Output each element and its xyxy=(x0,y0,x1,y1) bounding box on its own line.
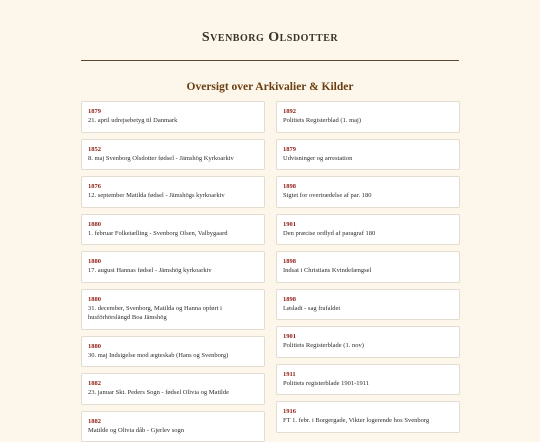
record-year: 1898 xyxy=(283,257,453,266)
record-description: Indsat i Christians Kvindefængsel xyxy=(283,266,453,276)
record-description: 1. februar Folketælling - Svenborg Olsen, Valbygaard xyxy=(88,229,258,239)
record-description: Løsladt - sag frafaldet xyxy=(283,304,453,314)
record-year: 1880 xyxy=(88,220,258,229)
record-card[interactable] xyxy=(81,251,265,283)
record-year: 1916 xyxy=(283,407,453,416)
record-description: Den præcise ordlyd af paragraf 180 xyxy=(283,229,453,239)
record-card[interactable] xyxy=(81,139,265,171)
record-card[interactable] xyxy=(81,289,265,330)
record-card[interactable] xyxy=(276,251,460,283)
record-description: 17. august Hannas fødsel - Jämshög kyrkoarkiv xyxy=(88,266,258,276)
record-description: Sigtet for overtrædelse af par. 180 xyxy=(283,191,453,201)
record-card[interactable] xyxy=(276,139,460,171)
record-year: 1901 xyxy=(283,220,453,229)
record-year: 1879 xyxy=(88,107,258,116)
record-description: Politiets Registerblade (1. nov) xyxy=(283,341,453,351)
record-year: 1911 xyxy=(283,370,453,379)
site-title: Svenborg Olsdotter xyxy=(0,0,540,46)
record-year: 1880 xyxy=(88,342,258,351)
record-year: 1880 xyxy=(88,295,258,304)
record-description: FT 1. febr. i Borgergade, Vikter logerende hos Svenborg xyxy=(283,416,453,426)
record-card[interactable] xyxy=(81,176,265,208)
record-year: 1879 xyxy=(283,145,453,154)
record-year: 1882 xyxy=(88,379,258,388)
record-description: Politiets Registerblad (1. maj) xyxy=(283,116,453,126)
record-description: Udvisninger og arrestation xyxy=(283,154,453,164)
record-card[interactable] xyxy=(276,214,460,246)
record-year: 1898 xyxy=(283,295,453,304)
title-divider xyxy=(81,60,459,61)
record-year: 1882 xyxy=(88,417,258,426)
record-card[interactable] xyxy=(276,401,460,433)
record-description: Politiets registerblade 1901-1911 xyxy=(283,379,453,389)
record-description: 31. december, Svenborg, Matilda og Hanna opført i husförhörslängd Boa Jämshög xyxy=(88,304,258,323)
section-title: Oversigt over Arkivalier & Kilder xyxy=(0,81,540,93)
right-column xyxy=(276,101,460,442)
record-year: 1901 xyxy=(283,332,453,341)
record-card[interactable] xyxy=(276,176,460,208)
left-column xyxy=(81,101,265,442)
record-year: 1880 xyxy=(88,257,258,266)
record-card[interactable] xyxy=(81,411,265,442)
record-year: 1892 xyxy=(283,107,453,116)
record-description: 23. januar Skt. Peders Sogn - fødsel Olivia og Matilde xyxy=(88,388,258,398)
record-card[interactable] xyxy=(276,364,460,396)
record-description: 30. maj Indsigelse mod ægteskab (Hans og Svenborg) xyxy=(88,351,258,361)
record-card[interactable] xyxy=(276,101,460,133)
record-description: 8. maj Svenborg Olsdotter fødsel - Jämshög Kyrkoarkiv xyxy=(88,154,258,164)
record-description: Matilde og Olivia dåb - Gjerlev sogn xyxy=(88,426,258,436)
record-year: 1898 xyxy=(283,182,453,191)
record-description: 21. april udrejsebetyg til Danmark xyxy=(88,116,258,126)
record-year: 1876 xyxy=(88,182,258,191)
record-card[interactable] xyxy=(81,214,265,246)
record-card[interactable] xyxy=(81,336,265,368)
record-year: 1852 xyxy=(88,145,258,154)
records-grid xyxy=(81,101,460,442)
record-card[interactable] xyxy=(81,101,265,133)
record-card[interactable] xyxy=(276,289,460,321)
record-card[interactable] xyxy=(81,373,265,405)
record-card[interactable] xyxy=(276,326,460,358)
record-description: 12. september Matilda fødsel - Jämshögs kyrkoarkiv xyxy=(88,191,258,201)
